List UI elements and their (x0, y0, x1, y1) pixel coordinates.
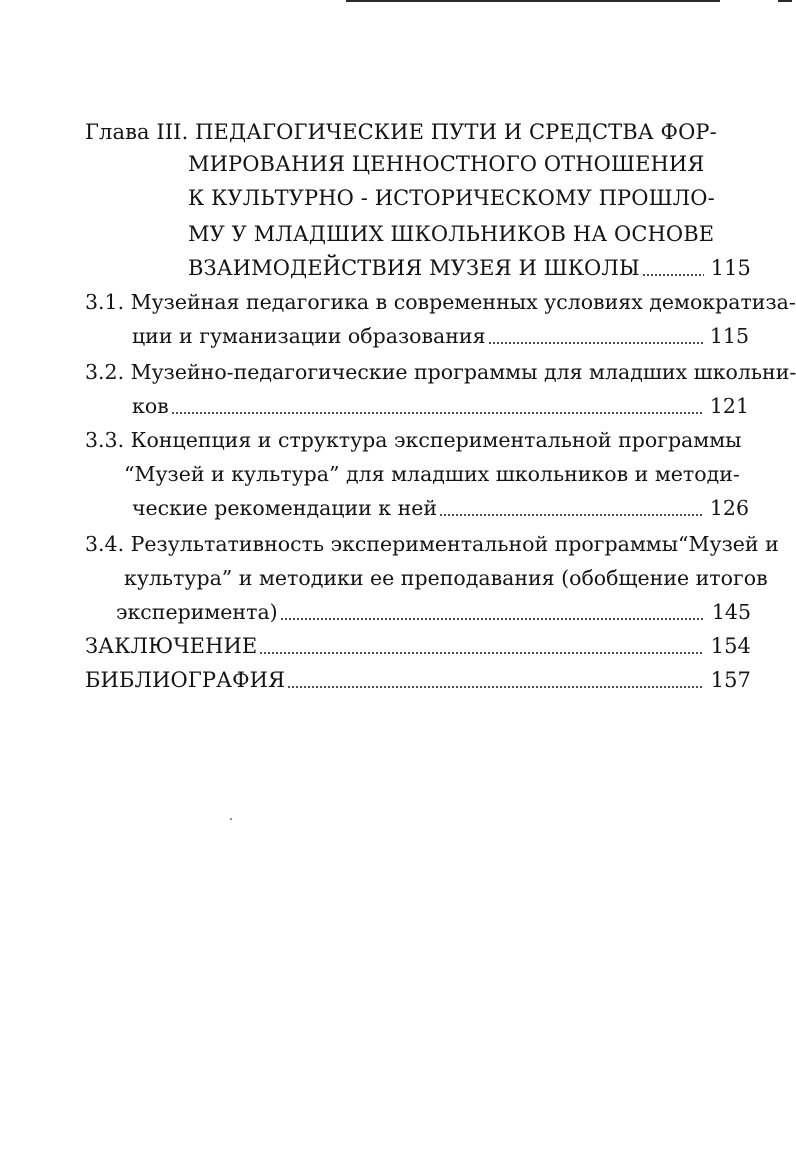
section-page-number: 126 (709, 496, 749, 520)
bibliography-page-number: 157 (710, 668, 751, 692)
section-line: 3.4. Результативность экспериментальной программы“Музей и (85, 532, 779, 556)
section-page-number: 121 (709, 394, 749, 418)
section-line: ческие рекомендации к ней (132, 496, 438, 520)
toc-bibliography (85, 666, 751, 694)
section-page-number: 145 (711, 600, 751, 624)
section-page-number: 115 (709, 324, 749, 348)
scan-speck (230, 818, 232, 820)
section-line: 3.1. Музейная педагогика в современных условиях демократиза- (85, 290, 796, 314)
bibliography-label: БИБЛИОГРАФИЯ (85, 668, 286, 692)
section-line: “Музей и культура” для младших школьников и методи- (124, 462, 740, 486)
leader-dots (439, 514, 703, 516)
conclusion-label: ЗАКЛЮЧЕНИЕ (85, 634, 258, 658)
section-last-line (132, 322, 749, 350)
section-line: эксперимента) (116, 600, 278, 624)
top-rule (346, 0, 720, 2)
section-last-line (132, 392, 749, 420)
section-line: ции и гуманизации образования (132, 324, 486, 348)
leader-dots (287, 686, 704, 688)
chapter-page-number: 115 (710, 256, 751, 280)
chapter-title-line-4: МУ У МЛАДШИХ ШКОЛЬНИКОВ НА ОСНОВЕ (188, 222, 715, 246)
section-line: культура” и методики ее преподавания (обобщение итогов (124, 566, 768, 590)
conclusion-page-number: 154 (710, 634, 751, 658)
section-line: 3.3. Концепция и структура экспериментальной программы (85, 428, 742, 452)
chapter-title-line-3: К КУЛЬТУРНО - ИСТОРИЧЕСКОМУ ПРОШЛО- (188, 186, 715, 210)
section-last-line (116, 598, 751, 626)
section-line: 3.2. Музейно-педагогические программы для младших школьни- (85, 360, 796, 384)
section-last-line (132, 494, 749, 522)
chapter-title-line-2: МИРОВАНИЯ ЦЕННОСТНОГО ОТНОШЕНИЯ (188, 152, 705, 176)
top-rule-mark (778, 0, 792, 2)
chapter-title-line-1: Глава III. ПЕДАГОГИЧЕСКИЕ ПУТИ И СРЕДСТВА ФОР- (85, 120, 717, 144)
chapter-title-line-5: ВЗАИМОДЕЙСТВИЯ МУЗЕЯ И ШКОЛЫ (188, 256, 640, 280)
leader-dots (171, 412, 703, 414)
leader-dots (642, 274, 704, 276)
section-line: ков (132, 394, 169, 418)
leader-dots (488, 342, 703, 344)
leader-dots (259, 652, 703, 654)
leader-dots (280, 618, 705, 620)
chapter-title-last-line (188, 254, 751, 282)
toc-conclusion (85, 632, 751, 660)
